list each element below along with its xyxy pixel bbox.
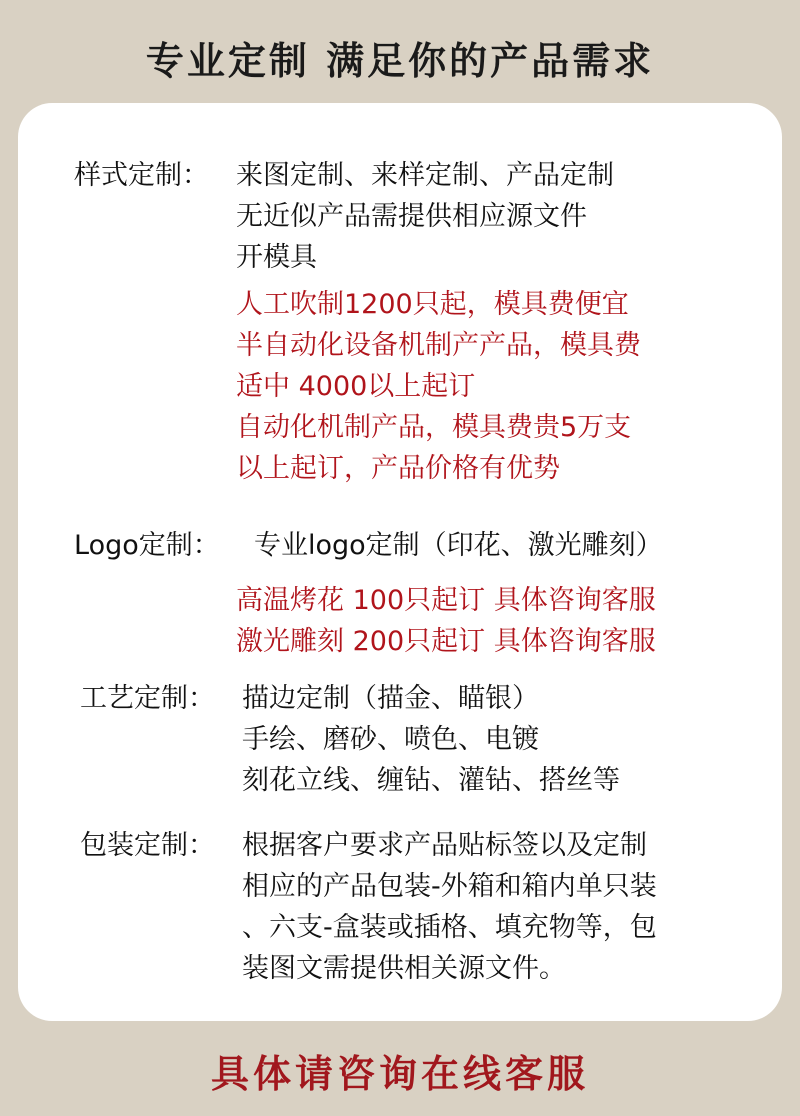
packaging-line-3: 、六支-盒装或插格、填充物等，包	[242, 912, 657, 943]
craft-line-3: 刻花立线、缠钻、灌钻、搭丝等	[242, 765, 620, 796]
section-packaging-body	[242, 825, 657, 989]
section-logo-body	[254, 525, 663, 566]
style-line-1: 来图定制、来样定制、产品定制	[236, 160, 614, 191]
section-craft-label: 工艺定制：	[80, 683, 215, 714]
logo-red-line-1: 高温烤花 100只起订 具体咨询客服	[236, 585, 656, 616]
header-title: 专业定制 满足你的产品需求	[145, 38, 655, 83]
section-packaging-label: 包装定制：	[80, 830, 215, 861]
style-red-block	[236, 284, 641, 489]
style-line-3: 开模具	[236, 242, 317, 273]
section-style-body	[236, 155, 641, 489]
craft-line-2: 手绘、磨砂、喷色、电镀	[242, 724, 539, 755]
logo-red-line-2: 激光雕刻 200只起订 具体咨询客服	[236, 626, 656, 657]
style-red-line-3: 适中 4000以上起订	[236, 371, 476, 402]
logo-red-block	[236, 580, 656, 662]
packaging-line-2: 相应的产品包装-外箱和箱内单只装	[242, 871, 657, 902]
style-red-line-1: 人工吹制1200只起，模具费便宜	[236, 289, 629, 320]
style-line-2: 无近似产品需提供相应源文件	[236, 201, 587, 232]
style-red-line-2: 半自动化设备机制产产品，模具费	[236, 330, 641, 361]
packaging-line-1: 根据客户要求产品贴标签以及定制	[242, 830, 647, 861]
section-craft-body	[242, 678, 620, 801]
craft-line-1: 描边定制（描金、瞄银）	[242, 683, 539, 714]
logo-line-1: 专业logo定制（印花、激光雕刻）	[254, 530, 663, 561]
style-red-line-4: 自动化机制产品，模具费贵5万支	[236, 412, 632, 443]
footer-title: 具体请咨询在线客服	[210, 1051, 589, 1096]
style-red-line-5: 以上起订，产品价格有优势	[236, 453, 560, 484]
packaging-line-4: 装图文需提供相关源文件。	[242, 953, 566, 984]
section-style-label: 样式定制：	[74, 160, 209, 191]
content-card	[18, 103, 782, 1021]
section-logo-label: Logo定制：	[74, 530, 220, 561]
